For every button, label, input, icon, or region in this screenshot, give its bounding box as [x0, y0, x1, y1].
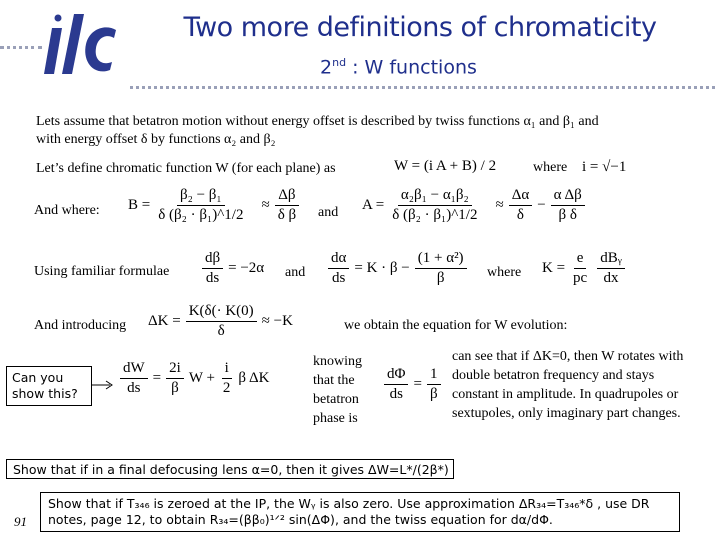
exercise-2-box: [40, 492, 680, 532]
decorative-dots-left: [0, 46, 42, 49]
dalpha-numerator: dα: [328, 250, 349, 269]
dw-mid: W +: [188, 370, 215, 386]
exercise-1-box: Show that if in a final defocusing lens α=0, then it gives ΔW=L*/(2β*): [6, 459, 454, 479]
w-definition-equation: W = (i A + B) / 2: [394, 158, 497, 174]
dw-half-denominator: 2: [222, 380, 231, 396]
a-function-equation: [362, 187, 587, 224]
k-fraction-2: [597, 250, 624, 287]
dw-equals: =: [152, 370, 162, 386]
page-title: Two more definitions of chromaticity: [183, 12, 657, 43]
define-where: where: [533, 160, 568, 175]
exercise-2-line-2: notes, page 12, to obtain R₃₄=(ββ₀)¹ᐟ² sin(ΔΦ), and the twiss equation for dα/dΦ.: [48, 512, 553, 527]
k-denominator: pc: [573, 270, 588, 286]
delta-k-numerator: K(δ(· K(0): [186, 303, 257, 322]
dw-denominator: ds: [127, 380, 141, 396]
delta-k-rhs: ≈ −K: [261, 313, 293, 329]
page-subtitle: [320, 56, 477, 78]
alpha-derivative-equation: [326, 250, 469, 287]
dphi-numerator-2: 1: [427, 366, 441, 385]
a-approx-numerator-2: α Δβ: [551, 187, 585, 206]
dalpha-denominator-2: β: [436, 270, 445, 286]
introducing-label: And introducing: [34, 318, 127, 333]
slide-number: 91: [14, 514, 27, 529]
dw-coef-denominator: β: [171, 380, 179, 396]
dw-numerator: dW: [120, 360, 148, 379]
b-approx: ≈: [261, 197, 270, 213]
knowing-text: knowing that the betatron phase is: [313, 354, 362, 426]
dw-coef-fraction: [166, 360, 184, 397]
dw-coef-numerator: 2i: [166, 360, 184, 379]
a-denominator: δ (β₂ · β₁)^1/2: [392, 207, 478, 223]
dw-half-numerator: i: [222, 360, 232, 379]
familiar-where: where: [487, 265, 522, 280]
k-denominator-2: dx: [603, 270, 619, 286]
subtitle-text: : W functions: [346, 56, 477, 79]
exercise-2-line-1: Show that if T₃₄₆ is zeroed at the IP, the Wᵧ is also zero. Use approximation ΔR₃₄=T₃₄₆*δ , use DR: [48, 496, 650, 511]
and-connector-1: and: [318, 205, 339, 220]
dalpha-mid: = K · β −: [354, 260, 410, 276]
and-where-label: And where:: [34, 203, 100, 218]
decorative-dots-bottom: [130, 86, 715, 89]
a-fraction: [389, 187, 480, 224]
delta-k-fraction: [186, 303, 257, 340]
a-minus: −: [537, 197, 546, 213]
arrow-right-icon: [92, 378, 116, 392]
k-numerator-2: dBᵧ: [597, 250, 624, 269]
a-approx-denominator-2: β δ: [558, 207, 577, 223]
subtitle-superscript: nd: [332, 56, 347, 69]
show-this-box: Can you show this?: [6, 366, 92, 406]
intro-line-1: Lets assume that betatron motion without energy offset is described by twiss functions α₁ and β₁ and: [36, 114, 599, 129]
and-connector-2: and: [285, 265, 306, 280]
familiar-label: Using familiar formulae: [34, 264, 170, 279]
a-numerator: α₂β₁ − α₁β₂: [398, 187, 472, 206]
dbeta-fraction: [202, 250, 223, 287]
rotation-note: can see that if ΔK=0, then W rotates with double betatron frequency and stays constant in amplitude. In quadrupoles or sextupoles, only imaginary part changes.: [452, 349, 684, 421]
dphi-denominator-2: β: [429, 386, 438, 402]
phase-derivative-equation: [382, 366, 443, 403]
dphi-fraction: [384, 366, 408, 403]
a-approx-denominator: δ: [516, 207, 524, 223]
dw-tail: β ΔK: [238, 370, 270, 386]
subtitle-prefix: 2: [320, 56, 333, 79]
dalpha-fraction: [328, 250, 349, 287]
dbeta-numerator: dβ: [202, 250, 223, 269]
dalpha-denominator: ds: [332, 270, 346, 286]
b-function-equation: [128, 187, 301, 224]
b-denominator: δ (β₂ · β₁)^1/2: [158, 207, 244, 223]
dw-fraction: [120, 360, 148, 397]
k-lhs: K =: [542, 260, 566, 276]
dphi-equals: =: [413, 376, 422, 392]
intro-line-2: with energy offset δ by functions α₂ and β₂: [36, 132, 276, 147]
a-lhs: A =: [362, 197, 385, 213]
k-fraction: [570, 250, 590, 287]
b-approx-fraction: [275, 187, 299, 224]
beta-derivative-equation: [200, 250, 264, 287]
obtain-text: we obtain the equation for W evolution:: [344, 318, 568, 333]
dphi-numerator: dΦ: [384, 366, 408, 385]
a-approx-fraction-2: [551, 187, 585, 224]
b-lhs: B =: [128, 197, 151, 213]
b-approx-numerator: Δβ: [275, 187, 298, 206]
b-fraction: [155, 187, 246, 224]
dphi-fraction-2: [427, 366, 441, 403]
dalpha-numerator-2: (1 + α²): [415, 250, 467, 269]
imaginary-unit-definition: i = √−1: [582, 159, 627, 175]
dalpha-fraction-2: [415, 250, 467, 287]
b-numerator: β₂ − β₁: [177, 187, 225, 206]
b-approx-denominator: δ β: [277, 207, 297, 223]
define-text: Let’s define chromatic function W (for each plane) as: [36, 161, 336, 176]
delta-k-equation: [148, 303, 293, 340]
delta-k-lhs: ΔK =: [148, 313, 181, 329]
delta-k-denominator: δ: [217, 323, 225, 339]
dbeta-rhs: = −2α: [228, 260, 265, 276]
dbeta-denominator: ds: [205, 270, 220, 286]
ilc-logo: [38, 10, 128, 80]
dphi-denominator: ds: [389, 386, 403, 402]
k-numerator: e: [574, 250, 587, 269]
k-definition-equation: [542, 250, 627, 287]
a-approx-numerator: Δα: [509, 187, 533, 206]
a-approx: ≈: [495, 197, 504, 213]
dw-half-fraction: [220, 360, 234, 397]
w-evolution-equation: [118, 360, 269, 397]
a-approx-fraction: [509, 187, 533, 224]
